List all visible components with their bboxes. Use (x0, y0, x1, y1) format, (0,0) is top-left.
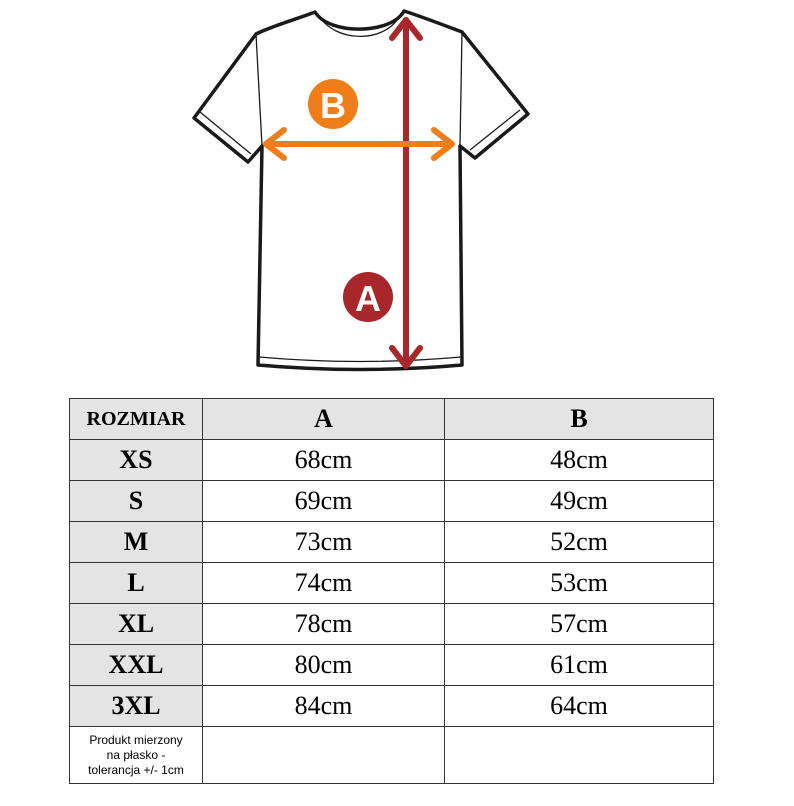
b-cell: 61cm (445, 645, 714, 686)
a-cell: 84cm (203, 686, 445, 727)
badge-a-label: A (355, 278, 381, 319)
note-line: na płasko - (106, 747, 166, 762)
b-cell: 53cm (445, 563, 714, 604)
size-cell: L (70, 563, 203, 604)
b-cell: 48cm (445, 440, 714, 481)
empty-cell (445, 727, 714, 784)
size-cell: S (70, 481, 203, 522)
a-cell: 74cm (203, 563, 445, 604)
table-header-row (70, 399, 714, 440)
note-line: tolerancja +/- 1cm (88, 762, 184, 777)
table-row (70, 563, 714, 604)
size-cell: M (70, 522, 203, 563)
table-row (70, 604, 714, 645)
a-cell: 80cm (203, 645, 445, 686)
header-b: B (445, 399, 714, 440)
badge-a (343, 272, 393, 322)
size-cell: XXL (70, 645, 203, 686)
table-row (70, 481, 714, 522)
header-size: ROZMIAR (70, 399, 203, 440)
empty-cell (203, 727, 445, 784)
a-cell: 73cm (203, 522, 445, 563)
b-cell: 49cm (445, 481, 714, 522)
badge-b (308, 79, 358, 129)
b-cell: 52cm (445, 522, 714, 563)
size-cell: XL (70, 604, 203, 645)
size-table (69, 398, 714, 784)
a-cell: 69cm (203, 481, 445, 522)
header-a: A (203, 399, 445, 440)
table-row (70, 645, 714, 686)
a-cell: 68cm (203, 440, 445, 481)
size-cell: XS (70, 440, 203, 481)
table-row (70, 686, 714, 727)
size-cell: 3XL (70, 686, 203, 727)
table-row (70, 440, 714, 481)
tshirt-measurement-diagram (0, 0, 794, 390)
note-line: Produkt mierzony (89, 732, 183, 747)
table-row (70, 522, 714, 563)
a-cell: 78cm (203, 604, 445, 645)
table-note-row (70, 727, 714, 784)
b-cell: 64cm (445, 686, 714, 727)
b-cell: 57cm (445, 604, 714, 645)
badge-b-label: B (320, 85, 346, 126)
measurement-note (70, 727, 203, 784)
